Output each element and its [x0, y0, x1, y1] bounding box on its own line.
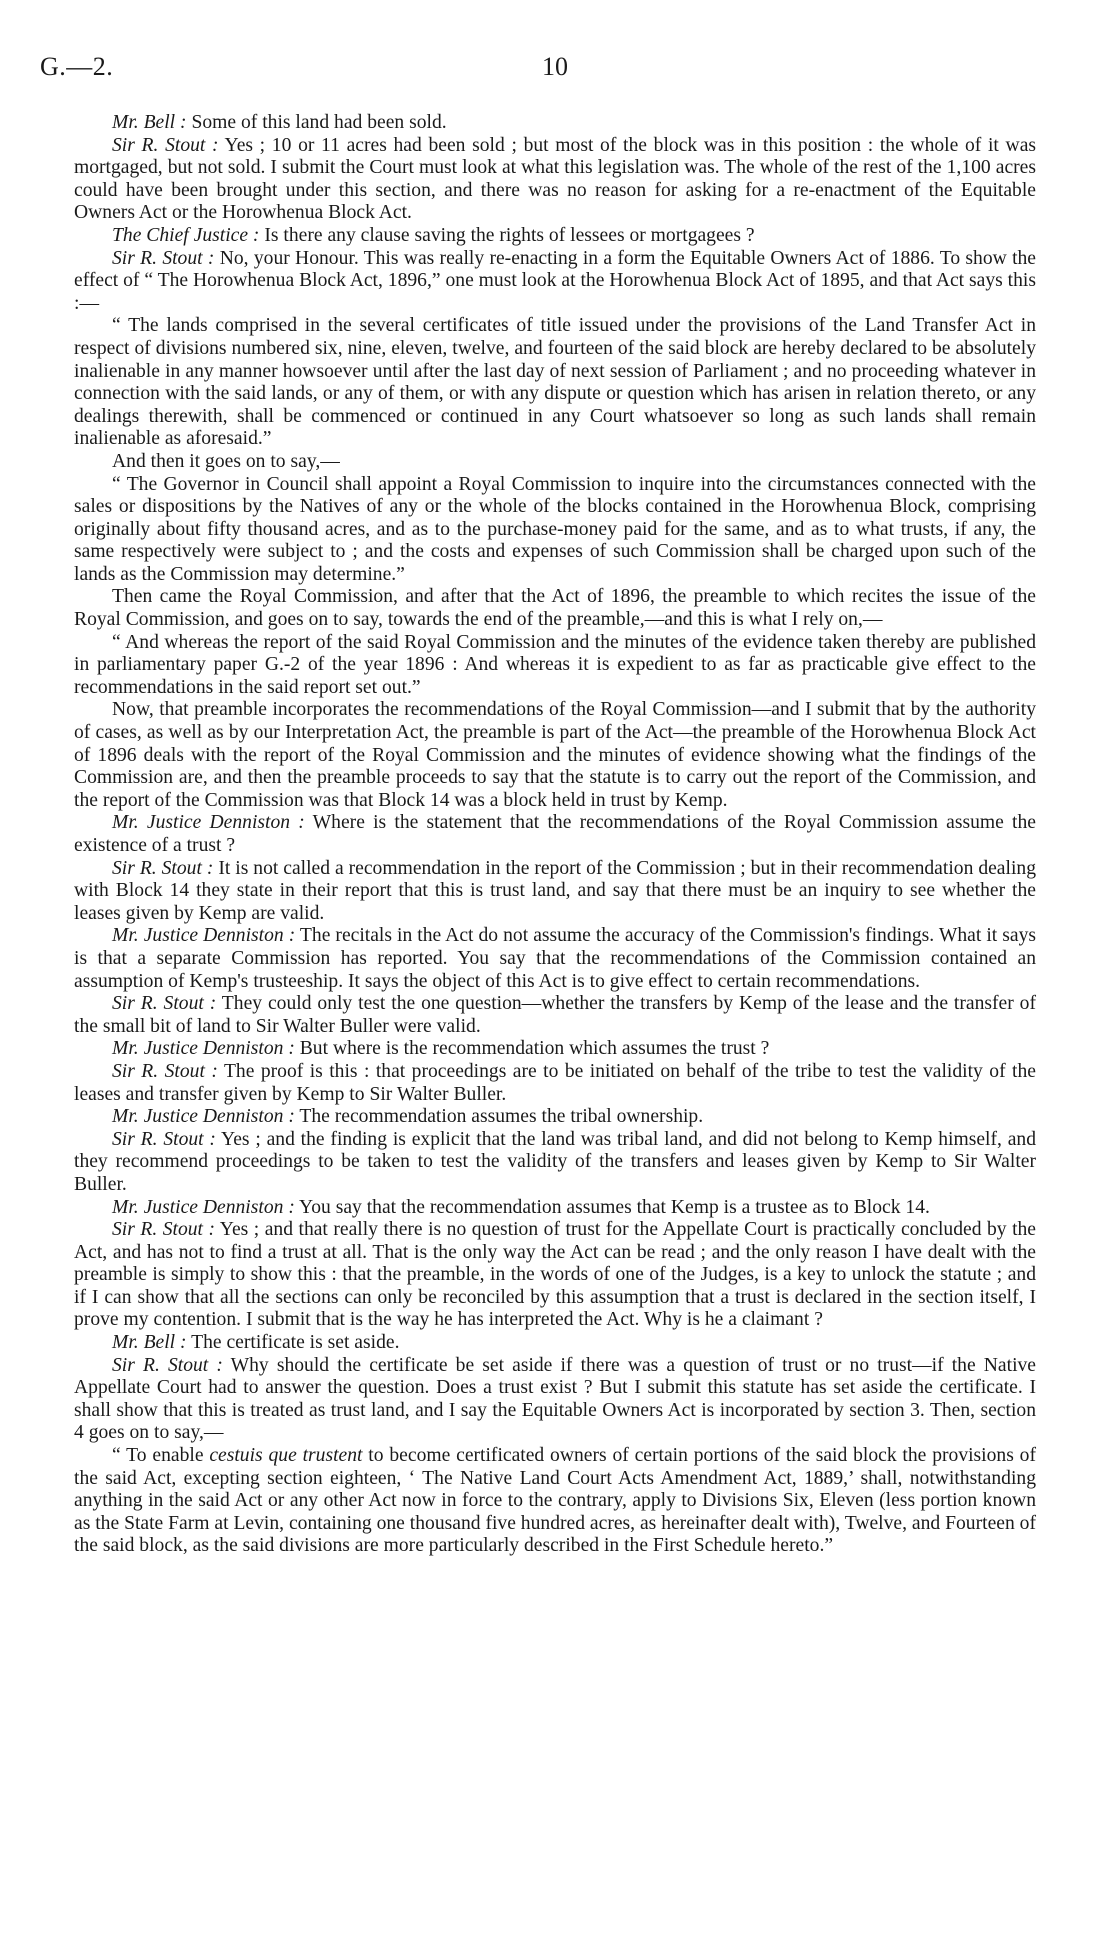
paragraph-text: “ And whereas the report of the said Royal Commission and the minutes of the evidence taken thereby are published in parliamentary paper G.-2 of the year 1896 : And whereas it is expedient to as far as practicable give effect to the recommendations in the said report set out.”	[74, 631, 1036, 698]
speaker-name: Mr. Justice Denniston :	[112, 925, 296, 947]
speech-paragraph	[74, 1061, 1036, 1106]
quoted-paragraph	[74, 632, 1036, 700]
speech-paragraph	[74, 858, 1036, 926]
speech-paragraph	[74, 925, 1036, 993]
speaker-name: Mr. Bell :	[112, 112, 187, 133]
paragraph-text: You say that the recommendation assumes that Kemp is a trustee as to Block 14.	[294, 1196, 930, 1218]
paragraph-text: The certificate is set aside.	[186, 1332, 400, 1354]
speaker-name: Sir R. Stout :	[112, 247, 215, 269]
speaker-name: Sir R. Stout :	[112, 134, 219, 156]
paragraph-text: And then it goes on to say,—	[112, 450, 340, 472]
speech-paragraph	[74, 1038, 1036, 1061]
paragraph-text: Why should the certificate be set aside if there was a question of trust or no trust—if the Native Appellate Court had to answer the question. Does a trust exist ? But I submit this statute has set aside the certificate. I shall show that this is treated as trust land, and I say the Equitable Owners Act is incorporated by section 3. Then, section 4 goes on to say,—	[74, 1354, 1037, 1444]
paragraph-text: They could only test the one question—whether the transfers by Kemp of the lease and the transfer of the small bit of land to Sir Walter Buller were valid.	[74, 993, 1036, 1037]
paragraph-text: Then came the Royal Commission, and after that the Act of 1896, the preamble to which recites the issue of the Royal Commission, and goes on to say, towards the end of the preamble,—and this is what I rely on,—	[74, 586, 1036, 631]
transcript-body	[74, 112, 1036, 1558]
speaker-name: Sir R. Stout :	[112, 1219, 216, 1241]
paper-reference: G.—2.	[40, 52, 114, 81]
paragraph-text: Now, that preamble incorporates the recommendations of the Royal Commission—and I submit that by the authority of cases, as well as by our Interpretation Act, the preamble is part of the Act—the preamble of the Horowhenua Block Act of 1896 deals with the report of the Royal Commission and the minutes of evidence showing what the findings of the Commission are, and then the preamble proceeds to say that the statute is to carry out the report of the Commission, and the report of the Commission was that Block 14 was a block held in trust by Kemp.	[74, 699, 1036, 811]
speaker-name: Mr. Justice Denniston :	[112, 1196, 295, 1218]
speaker-name: Mr. Bell :	[112, 1332, 187, 1354]
paragraph-text: It is not called a recommendation in the report of the Commission ; but in their recommendation dealing with Block 14 they state in their report that this is trust land, and say that there must be an inquiry to see whether the leases given by Kemp are valid.	[74, 857, 1036, 924]
paragraph-text: Yes ; and that really there is no question of trust for the Appellate Court is practically concluded by the Act, and has not to find a trust at all. That is the only way the Act can be read ; and the only reason I have dealt with the preamble is simply to show this : that the preamble, in the words of one of the Judges, is a key to unlock the statute ; and if I can show that all the sections can only be reconciled by this assumption that a trust is declared in the section itself, I prove my contention. I submit that is the way he has interpreted the Act. Why is he a claimant ?	[74, 1219, 1037, 1331]
paragraph-text: The proof is this : that proceedings are to be initiated on behalf of the tribe to test the validity of the leases and transfer given by Kemp to Sir Walter Buller.	[74, 1060, 1036, 1105]
speech-paragraph	[74, 1106, 1036, 1129]
speech-paragraph	[74, 1219, 1036, 1332]
speech-paragraph	[74, 1197, 1036, 1220]
paragraph-text: The recitals in the Act do not assume the accuracy of the Commission's findings. What it says is that a separate Commission has reported. You say that the recommendations of the Commission contained an assumption of Kemp's trusteeship. It says the object of this Act is to give effect to certain recommendations.	[74, 925, 1037, 992]
speaker-name: Sir R. Stout :	[112, 993, 217, 1015]
paragraph-text: Is there any clause saving the rights of lessees or mortgagees ?	[259, 224, 755, 246]
quoted-paragraph	[74, 586, 1036, 631]
speech-paragraph	[74, 225, 1036, 248]
speech-paragraph	[74, 135, 1036, 225]
speech-paragraph	[74, 112, 1036, 135]
speech-paragraph	[74, 1332, 1036, 1355]
speaker-name: Sir R. Stout :	[112, 1060, 218, 1082]
speaker-name: Mr. Justice Denniston :	[112, 1038, 295, 1060]
speaker-name: Sir R. Stout :	[112, 1354, 223, 1376]
speaker-name: Mr. Justice Denniston :	[112, 1106, 295, 1128]
final-quote-paragraph	[74, 1445, 1036, 1558]
speaker-name: Sir R. Stout :	[112, 857, 214, 879]
speech-paragraph	[74, 812, 1036, 857]
paragraph-text: Yes ; and the finding is explicit that the land was tribal land, and did not belong to Kemp himself, and they recommend proceedings to be taken to test the validity of the transfers and leases given by Kemp to Sir Walter Buller.	[74, 1128, 1036, 1195]
speech-paragraph	[74, 1129, 1036, 1197]
quoted-paragraph	[74, 699, 1036, 812]
paragraph-text: “ The lands comprised in the several certificates of title issued under the provisions of the Land Transfer Act in respect of divisions numbered six, nine, eleven, twelve, and fourteen of the said block are hereby declared to be absolutely inalienable in any manner howsoever until after the last day of next session of Parliament ; and no proceeding whatever in connection with the said lands, or any of them, or with any dispute or question which has arisen in relation thereto, or any dealings therewith, shall be commenced or continued in any Court whatsoever so long as such lands shall remain inalienable as aforesaid.”	[74, 315, 1036, 450]
paragraph-text: Some of this land had been sold.	[186, 112, 447, 133]
page-number: 10	[542, 52, 568, 81]
quote-rest: to become certificated owners of certain portions of the said block the provisions of the said Act, excepting section eighteen, ‘ The Native Land Court Acts Amendment Act, 1889,’ shall, notwithstanding anything in the said Act or any other Act now in force to the contrary, apply to Divisions Six, Eleven (less portion known as the State Farm at Levin, containing one thousand five hundred acres, as hereinafter dealt with), Twelve, and Fourteen of the said block, as the said divisions are more particularly described in the First Schedule hereto.”	[74, 1445, 1036, 1557]
quoted-paragraph	[74, 451, 1036, 474]
paragraph-text: “ The Governor in Council shall appoint a Royal Commission to inquire into the circumstances connected with the sales or dispositions by the Natives of any or the whole of the blocks contained in the Horowhenua Block, comprising originally about fifty thousand acres, and as to the purchase-money paid for the same, and as to what trusts, if any, the same respectively were subject to ; and the costs and expenses of such Commission shall be charged upon such of the lands as the Commission may determine.”	[74, 473, 1036, 585]
speech-paragraph	[74, 993, 1036, 1038]
paragraph-text: No, your Honour. This was really re-enacting in a form the Equitable Owners Act of 1886. To show the effect of “ The Horowhenua Block Act, 1896,” one must look at the Horowhenua Block Act of 1895, and that Act says this :—	[74, 247, 1037, 314]
paragraph-text: But where is the recommendation which assumes the trust ?	[294, 1038, 770, 1060]
quote-latin: cestuis que trustent	[209, 1445, 363, 1467]
speaker-name: Mr. Justice Denniston :	[112, 812, 305, 834]
paragraph-text: The recommendation assumes the tribal ownership.	[294, 1106, 704, 1128]
speaker-name: The Chief Justice :	[112, 224, 260, 246]
quote-open: “ To enable	[112, 1445, 210, 1467]
paragraph-text: Yes ; 10 or 11 acres had been sold ; but most of the block was in this position : the whole of it was mortgaged, but not sold. I submit the Court must look at what this legislation was. The whole of the rest of the 1,100 acres could have been brought under this section, and there was no reason for asking for a re-enactment of the Equitable Owners Act or the Horowhenua Block Act.	[74, 134, 1037, 224]
quoted-paragraph	[74, 315, 1036, 451]
quoted-paragraph	[74, 474, 1036, 587]
speaker-name: Sir R. Stout :	[112, 1128, 216, 1150]
page-header	[40, 52, 1070, 86]
paragraph-text: Where is the statement that the recommendations of the Royal Commission assume the existence of a trust ?	[74, 812, 1036, 856]
speech-paragraph	[74, 248, 1036, 316]
speech-paragraph	[74, 1355, 1036, 1445]
